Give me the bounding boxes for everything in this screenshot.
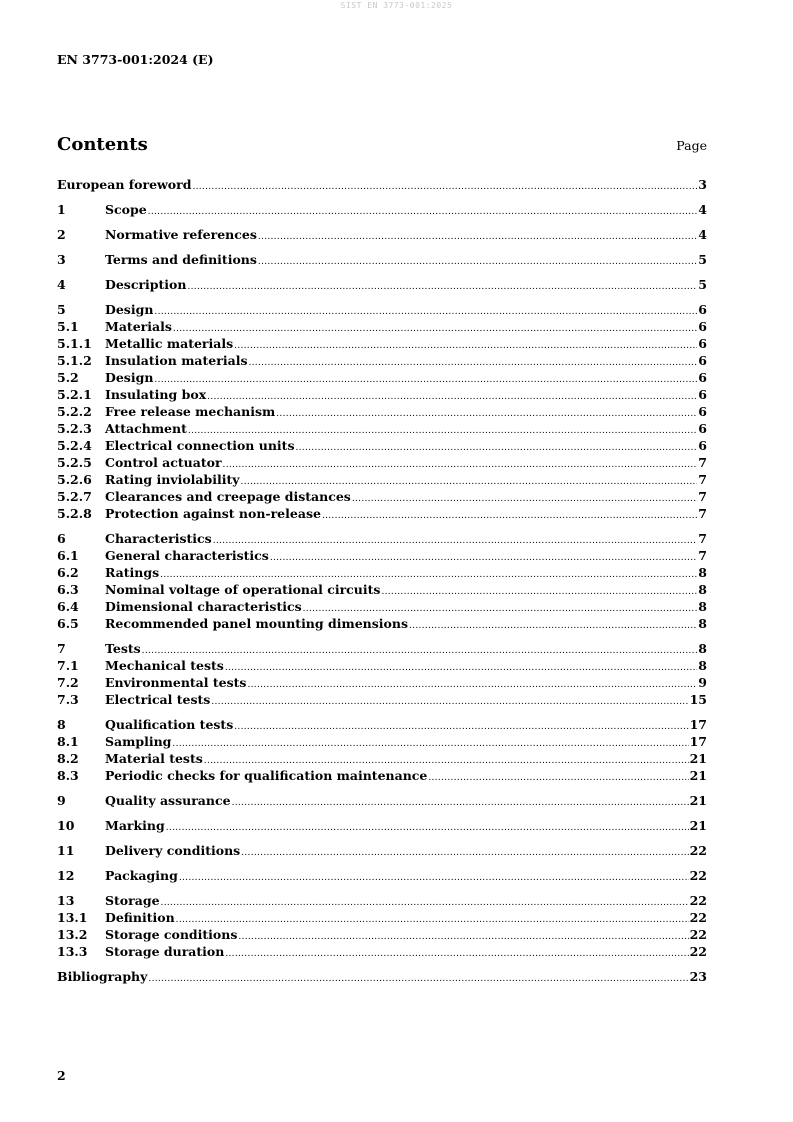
toc-entry[interactable] <box>57 657 707 674</box>
toc-entry-page: 6 <box>698 421 707 436</box>
toc-dot-leader <box>211 694 688 711</box>
toc-dot-leader <box>176 912 689 929</box>
toc-entry-page: 7 <box>698 455 707 470</box>
toc-entry-title: Metallic materials <box>105 336 234 351</box>
toc-dot-leader <box>179 870 689 887</box>
toc-entry-number: 5.2.4 <box>57 438 92 453</box>
toc-dot-leader <box>322 508 697 525</box>
toc-entry-page: 21 <box>689 768 707 783</box>
toc-dot-leader <box>173 321 697 338</box>
toc-entry[interactable] <box>57 251 707 268</box>
toc-entry-title: Nominal voltage of operational circuits <box>105 582 381 597</box>
toc-entry[interactable] <box>57 716 707 733</box>
toc-dot-leader <box>258 229 697 246</box>
toc-dot-leader <box>248 355 697 372</box>
toc-entry-number: 13.2 <box>57 927 88 942</box>
toc-entry[interactable] <box>57 386 707 403</box>
toc-entry-title: General characteristics <box>105 548 269 563</box>
toc-entry-number: 5 <box>57 302 66 317</box>
toc-entry-title: Bibliography <box>57 969 148 984</box>
toc-entry[interactable] <box>57 674 707 691</box>
document-id: EN 3773-001:2024 (E) <box>57 52 214 67</box>
toc-dot-leader <box>270 550 697 567</box>
toc-entry[interactable] <box>57 318 707 335</box>
toc-dot-leader <box>207 389 697 406</box>
toc-entry[interactable] <box>57 640 707 657</box>
toc-entry[interactable] <box>57 817 707 834</box>
toc-entry[interactable] <box>57 564 707 581</box>
toc-entry[interactable] <box>57 176 707 193</box>
toc-entry[interactable] <box>57 842 707 859</box>
toc-entry-page: 22 <box>689 893 707 908</box>
toc-entry-number: 1 <box>57 202 66 217</box>
toc-entry-title: Attachment <box>105 421 187 436</box>
toc-entry-title: Description <box>105 277 187 292</box>
toc-entry-page: 3 <box>698 177 707 192</box>
toc-entry-number: 13.3 <box>57 944 88 959</box>
toc-entry-page: 7 <box>698 489 707 504</box>
toc-entry-page: 22 <box>689 910 707 925</box>
toc-entry-number: 5.2.2 <box>57 404 92 419</box>
toc-entry[interactable] <box>57 335 707 352</box>
toc-dot-leader <box>154 372 697 389</box>
toc-entry-page: 6 <box>698 438 707 453</box>
toc-entry[interactable] <box>57 909 707 926</box>
toc-entry-number: 5.2.5 <box>57 455 92 470</box>
watermark: SIST EN 3773-001:2025 <box>340 1 453 10</box>
toc-entry-title: Ratings <box>105 565 160 580</box>
toc-dot-leader <box>381 584 697 601</box>
toc-dot-leader <box>213 533 698 550</box>
toc-entry-page: 6 <box>698 387 707 402</box>
contents-title: Contents <box>57 134 148 155</box>
toc-entry-number: 8.1 <box>57 734 79 749</box>
toc-entry-number: 6.2 <box>57 565 79 580</box>
toc-entry[interactable] <box>57 767 707 784</box>
toc-entry-page: 6 <box>698 353 707 368</box>
toc-entry-page: 4 <box>698 202 707 217</box>
toc-entry-number: 8.3 <box>57 768 79 783</box>
page-number: 2 <box>57 1068 66 1083</box>
toc-entry-title: Insulating box <box>105 387 207 402</box>
toc-entry[interactable] <box>57 403 707 420</box>
toc-entry-number: 6.5 <box>57 616 79 631</box>
toc-entry-title: Environmental tests <box>105 675 247 690</box>
toc-entry-page: 8 <box>698 658 707 673</box>
toc-entry-page: 22 <box>689 927 707 942</box>
toc-entry-page: 21 <box>689 818 707 833</box>
toc-entry-number: 7 <box>57 641 66 656</box>
toc-entry-title: Insulation materials <box>105 353 248 368</box>
toc-entry-title: Material tests <box>105 751 203 766</box>
toc-entry-page: 8 <box>698 599 707 614</box>
toc-entry-page: 23 <box>689 969 707 984</box>
toc-entry-page: 7 <box>698 506 707 521</box>
toc-entry-number: 5.2.8 <box>57 506 92 521</box>
toc-dot-leader <box>247 677 697 694</box>
toc-entry-title: Qualification tests <box>105 717 234 732</box>
toc-entry-number: 6.4 <box>57 599 79 614</box>
toc-entry-page: 22 <box>689 843 707 858</box>
toc-entry-number: 13.1 <box>57 910 88 925</box>
toc-entry[interactable] <box>57 615 707 632</box>
toc-entry-title: Electrical tests <box>105 692 211 707</box>
toc-entry-title: Marking <box>105 818 165 833</box>
toc-entry[interactable] <box>57 352 707 369</box>
toc-entry-title: Normative references <box>105 227 257 242</box>
toc-entry-page: 5 <box>698 252 707 267</box>
toc-dot-leader <box>225 660 697 677</box>
toc-entry-title: Clearances and creepage distances <box>105 489 351 504</box>
toc-entry-page: 8 <box>698 641 707 656</box>
toc-entry-number: 11 <box>57 843 75 858</box>
toc-entry-title: Packaging <box>105 868 178 883</box>
toc-entry-number: 5.2.3 <box>57 421 92 436</box>
toc-entry[interactable] <box>57 530 707 547</box>
toc-entry[interactable] <box>57 437 707 454</box>
toc-entry[interactable] <box>57 892 707 909</box>
toc-entry-title: Periodic checks for qualification maintenance <box>105 768 428 783</box>
toc-entry-number: 7.1 <box>57 658 79 673</box>
toc-dot-leader <box>172 736 688 753</box>
toc-entry[interactable] <box>57 369 707 386</box>
toc-dot-leader <box>234 719 688 736</box>
toc-entry-number: 5.2.7 <box>57 489 92 504</box>
toc-entry-title: Electrical connection units <box>105 438 295 453</box>
toc-entry[interactable] <box>57 943 707 960</box>
toc-entry-title: Storage conditions <box>105 927 238 942</box>
toc-entry-title: European foreword <box>57 177 192 192</box>
toc-entry-title: Free release mechanism <box>105 404 276 419</box>
toc-entry-number: 5.1 <box>57 319 79 334</box>
toc-entry-page: 8 <box>698 616 707 631</box>
toc-dot-leader <box>223 457 698 474</box>
toc-entry-title: Delivery conditions <box>105 843 241 858</box>
toc-entry-number: 5.1.1 <box>57 336 92 351</box>
toc-entry-number: 12 <box>57 868 75 883</box>
toc-entry-page: 8 <box>698 582 707 597</box>
table-of-contents <box>57 176 707 985</box>
toc-entry-number: 6.3 <box>57 582 79 597</box>
toc-entry-page: 21 <box>689 793 707 808</box>
toc-dot-leader <box>258 254 697 271</box>
toc-dot-leader <box>187 279 697 296</box>
toc-dot-leader <box>148 971 688 988</box>
toc-dot-leader <box>154 304 697 321</box>
toc-entry[interactable] <box>57 867 707 884</box>
toc-entry-page: 4 <box>698 227 707 242</box>
toc-dot-leader <box>161 895 689 912</box>
toc-entry-number: 5.1.2 <box>57 353 92 368</box>
toc-entry-title: Rating inviolability <box>105 472 240 487</box>
toc-entry-title: Scope <box>105 202 147 217</box>
toc-entry-title: Tests <box>105 641 141 656</box>
toc-entry-number: 3 <box>57 252 66 267</box>
toc-entry-title: Materials <box>105 319 172 334</box>
toc-entry-page: 7 <box>698 472 707 487</box>
toc-entry[interactable] <box>57 201 707 218</box>
toc-entry[interactable] <box>57 454 707 471</box>
toc-entry-number: 9 <box>57 793 66 808</box>
toc-entry[interactable] <box>57 505 707 522</box>
toc-entry-number: 13 <box>57 893 75 908</box>
toc-entry-title: Sampling <box>105 734 172 749</box>
toc-entry-page: 15 <box>689 692 707 707</box>
toc-entry-title: Control actuator <box>105 455 222 470</box>
toc-entry-title: Protection against non-release <box>105 506 321 521</box>
toc-entry-page: 6 <box>698 302 707 317</box>
toc-dot-leader <box>166 820 689 837</box>
toc-entry[interactable] <box>57 420 707 437</box>
toc-entry-title: Storage duration <box>105 944 225 959</box>
toc-entry[interactable] <box>57 733 707 750</box>
toc-entry-page: 6 <box>698 370 707 385</box>
toc-entry[interactable] <box>57 968 707 985</box>
toc-entry[interactable] <box>57 750 707 767</box>
toc-entry[interactable] <box>57 598 707 615</box>
toc-entry-page: 7 <box>698 548 707 563</box>
toc-entry-page: 17 <box>689 717 707 732</box>
toc-dot-leader <box>241 845 688 862</box>
toc-entry-page: 7 <box>698 531 707 546</box>
toc-dot-leader <box>352 491 697 508</box>
toc-entry-page: 6 <box>698 404 707 419</box>
toc-entry-number: 2 <box>57 227 66 242</box>
toc-entry-number: 6.1 <box>57 548 79 563</box>
toc-dot-leader <box>428 770 688 787</box>
toc-entry[interactable] <box>57 488 707 505</box>
toc-dot-leader <box>225 946 688 963</box>
toc-entry[interactable] <box>57 276 707 293</box>
toc-entry-page: 22 <box>689 944 707 959</box>
toc-dot-leader <box>148 204 698 221</box>
toc-entry-title: Characteristics <box>105 531 212 546</box>
toc-dot-leader <box>234 338 697 355</box>
toc-entry-page: 22 <box>689 868 707 883</box>
toc-entry-page: 8 <box>698 565 707 580</box>
toc-entry-number: 4 <box>57 277 66 292</box>
toc-entry-title: Definition <box>105 910 175 925</box>
toc-entry-title: Terms and definitions <box>105 252 257 267</box>
toc-entry-number: 5.2.6 <box>57 472 92 487</box>
toc-entry-page: 9 <box>698 675 707 690</box>
toc-entry[interactable] <box>57 226 707 243</box>
toc-entry-page: 6 <box>698 336 707 351</box>
toc-entry-number: 6 <box>57 531 66 546</box>
toc-entry[interactable] <box>57 471 707 488</box>
contents-header <box>57 134 707 158</box>
toc-entry[interactable] <box>57 547 707 564</box>
toc-entry-page: 21 <box>689 751 707 766</box>
toc-entry-number: 7.3 <box>57 692 79 707</box>
toc-entry[interactable] <box>57 581 707 598</box>
toc-dot-leader <box>409 618 697 635</box>
toc-entry-page: 5 <box>698 277 707 292</box>
toc-entry-number: 5.2.1 <box>57 387 92 402</box>
toc-entry-number: 5.2 <box>57 370 79 385</box>
toc-entry[interactable] <box>57 926 707 943</box>
toc-entry[interactable] <box>57 691 707 708</box>
toc-entry-title: Design <box>105 370 154 385</box>
toc-dot-leader <box>276 406 697 423</box>
page-column-label: Page <box>676 138 707 153</box>
toc-entry-title: Mechanical tests <box>105 658 224 673</box>
toc-entry-page: 17 <box>689 734 707 749</box>
toc-dot-leader <box>232 795 689 812</box>
toc-dot-leader <box>238 929 688 946</box>
toc-entry-page: 6 <box>698 319 707 334</box>
toc-entry-title: Quality assurance <box>105 793 231 808</box>
toc-entry-number: 7.2 <box>57 675 79 690</box>
toc-entry-title: Storage <box>105 893 160 908</box>
toc-entry-title: Design <box>105 302 154 317</box>
toc-entry-number: 8 <box>57 717 66 732</box>
toc-entry[interactable] <box>57 792 707 809</box>
toc-entry-title: Dimensional characteristics <box>105 599 302 614</box>
toc-entry-number: 8.2 <box>57 751 79 766</box>
toc-dot-leader <box>192 179 697 196</box>
toc-entry-title: Recommended panel mounting dimensions <box>105 616 408 631</box>
toc-entry[interactable] <box>57 301 707 318</box>
toc-dot-leader <box>295 440 697 457</box>
toc-dot-leader <box>142 643 698 660</box>
toc-entry-number: 10 <box>57 818 75 833</box>
